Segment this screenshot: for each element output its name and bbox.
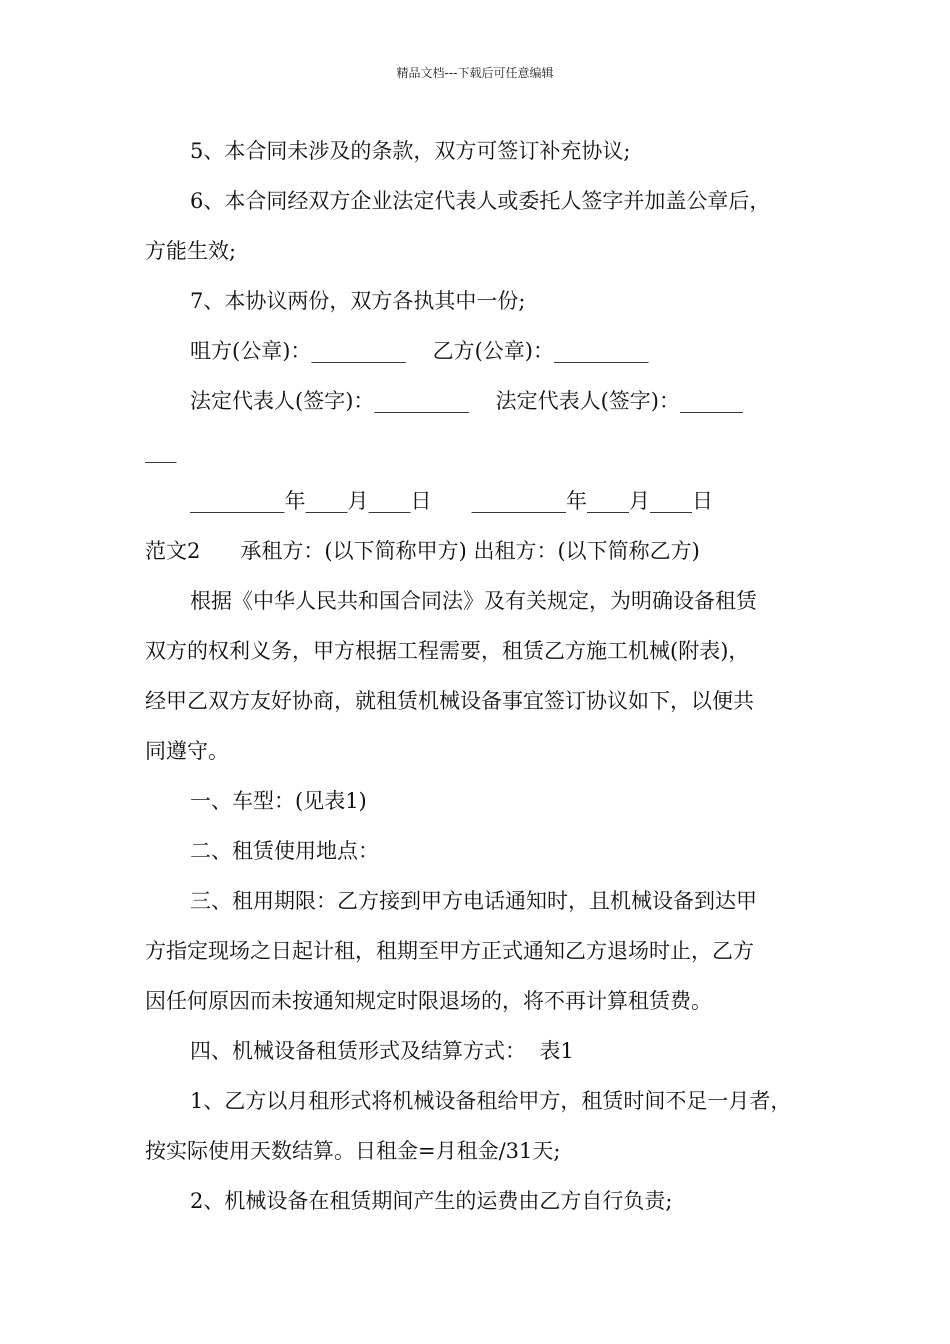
clause-6-cont: 方能生效; xyxy=(145,239,237,263)
section-1: 一、车型：(见表1) xyxy=(190,789,367,813)
signature-line-cont: ___ xyxy=(145,439,177,463)
date-line: _________年____月____日 _________年____月____日 xyxy=(190,489,714,513)
seal-line: 咀方(公章)：_________ 乙方(公章)：_________ xyxy=(190,339,649,363)
clause-5: 5、本合同未涉及的条款，双方可签订补充协议; xyxy=(190,139,631,163)
section-3-line-2: 方指定现场之日起计租，租期至甲方正式通知乙方退场时止，乙方 xyxy=(145,939,754,963)
item-1-line-2: 按实际使用天数结算。日租金=月租金/31天; xyxy=(145,1139,561,1163)
section-3-line-3: 因任何原因而未按通知规定时限退场的，将不再计算租赁费。 xyxy=(145,989,712,1013)
intro-paragraph-line-1: 根据《中华人民共和国合同法》及有关规定，为明确设备租赁 xyxy=(190,589,757,613)
sample-2-title: 范文2 承租方：(以下简称甲方) 出租方：(以下简称乙方) xyxy=(145,539,700,563)
clause-7: 7、本协议两份，双方各执其中一份; xyxy=(190,289,526,313)
intro-paragraph-line-4: 同遵守。 xyxy=(145,739,229,763)
item-1-line-1: 1、乙方以月租形式将机械设备租给甲方，租赁时间不足一月者， xyxy=(190,1089,792,1113)
section-4: 四、机械设备租赁形式及结算方式： 表1 xyxy=(190,1039,574,1063)
section-3-line-1: 三、租用期限：乙方接到甲方电话通知时，且机械设备到达甲 xyxy=(190,889,757,913)
page-header: 精品文档---下载后可任意编辑 xyxy=(396,66,554,80)
section-2: 二、租赁使用地点： xyxy=(190,839,379,863)
signature-line: 法定代表人(签字)：_________ 法定代表人(签字)：______ xyxy=(190,389,743,413)
clause-6: 6、本合同经双方企业法定代表人或委托人签字并加盖公章后， xyxy=(190,189,771,213)
intro-paragraph-line-3: 经甲乙双方友好协商，就租赁机械设备事宜签订协议如下，以便共 xyxy=(145,689,754,713)
item-2: 2、机械设备在租赁期间产生的运费由乙方自行负责; xyxy=(190,1189,673,1213)
intro-paragraph-line-2: 双方的权利义务，甲方根据工程需要，租赁乙方施工机械(附表)， xyxy=(145,639,750,663)
